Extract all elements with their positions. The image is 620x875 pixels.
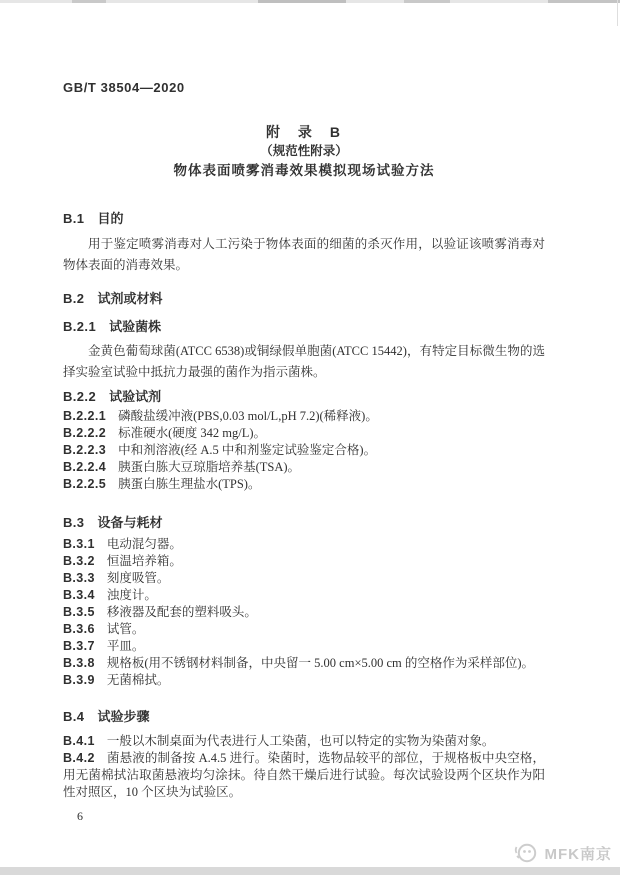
subsection-heading — [63, 388, 545, 405]
clause-number: B.3.3 — [63, 571, 95, 585]
clause-item — [63, 425, 545, 442]
clause-number: B.3.7 — [63, 639, 95, 653]
clause-title: 试验菌株 — [109, 319, 162, 334]
clause-item — [63, 587, 545, 604]
clause-item — [63, 750, 545, 801]
clause-title: 目的 — [97, 211, 124, 226]
clause-number: B.2.2.1 — [63, 409, 107, 423]
appendix-title-block — [63, 122, 545, 180]
clause-number: B.2.1 — [63, 319, 97, 334]
scan-smudge — [72, 0, 106, 3]
clause-text: 中和剂溶液(经 A.5 中和剂鉴定试验鉴定合格)。 — [118, 443, 377, 457]
scan-right-edge — [617, 0, 618, 26]
clause-text: 刻度吸管。 — [106, 571, 170, 585]
scan-bottom-strip — [0, 867, 620, 875]
section-heading — [63, 514, 545, 531]
clause-text: 试管。 — [106, 622, 145, 636]
section-heading — [63, 210, 545, 227]
clause-number: B.3.5 — [63, 605, 95, 619]
clause-text: 无菌棉拭。 — [106, 673, 170, 687]
clause-item — [63, 408, 545, 425]
clause-text: 标准硬水(硬度 342 mg/L)。 — [118, 426, 267, 440]
clause-item — [63, 570, 545, 587]
scan-smudge — [258, 0, 346, 3]
clause-item — [63, 672, 545, 689]
clause-number: B.2 — [63, 291, 85, 306]
clause-text: 电动混匀器。 — [106, 537, 182, 551]
paragraph: 用于鉴定喷雾消毒对人工污染于物体表面的细菌的杀灭作用，以验证该喷雾消毒对物体表面的消毒效果。 — [63, 237, 545, 272]
clause-title: 试验试剂 — [109, 389, 162, 404]
scan-smudge — [548, 0, 620, 3]
clause-number: B.3 — [63, 515, 85, 530]
clause-item — [63, 459, 545, 476]
clause-number: B.2.2.3 — [63, 443, 107, 457]
subsection-heading — [63, 318, 545, 335]
clause-item — [63, 733, 545, 750]
scan-smudge — [404, 0, 450, 3]
clause-number: B.3.6 — [63, 622, 95, 636]
clause-text: 平皿。 — [106, 639, 145, 653]
clause-number: B.3.8 — [63, 656, 95, 670]
page-number: 6 — [77, 809, 83, 823]
clause-number: B.3.4 — [63, 588, 95, 602]
clause-text: 胰蛋白胨生理盐水(TPS)。 — [118, 477, 261, 491]
clause-text: 浊度计。 — [106, 588, 157, 602]
clause-text: 菌悬液的制备按 A.4.5 进行。染菌时，选物品较平的部位，于规格板中央空格，用无菌棉拭沾取菌悬液均匀涂抹。待自然干燥后进行试验。每次试验设两个区块作为阳性对照区，10 个区块为试验区。 — [63, 751, 545, 799]
mfk-logo-icon — [514, 841, 538, 865]
watermark-text: MFK南京 — [544, 845, 612, 863]
clause-number: B.4.1 — [63, 734, 95, 748]
clause-text: 规格板(用不锈钢材料制备，中央留一 5.00 cm×5.00 cm 的空格作为采样部位)。 — [106, 656, 535, 670]
appendix-doc-title: 物体表面喷雾消毒效果模拟现场试验方法 — [173, 163, 435, 178]
clause-text: 胰蛋白胨大豆琼脂培养基(TSA)。 — [118, 460, 301, 474]
clause-item — [63, 655, 545, 672]
clause-number: B.2.2 — [63, 389, 97, 404]
clause-number: B.2.2.2 — [63, 426, 107, 440]
clause-item — [63, 536, 545, 553]
clause-item — [63, 638, 545, 655]
clause-number: B.4 — [63, 709, 85, 724]
clause-text: 移液器及配套的塑料吸头。 — [106, 605, 257, 619]
clause-text: 一般以木制桌面为代表进行人工染菌，也可以特定的实物为染菌对象。 — [106, 734, 495, 748]
clause-item — [63, 442, 545, 459]
clause-number: B.2.2.5 — [63, 477, 107, 491]
watermark — [514, 841, 613, 865]
clause-title: 试剂或材料 — [97, 291, 163, 306]
scan-top-edge — [0, 0, 620, 3]
clause-item — [63, 553, 545, 570]
clause-item — [63, 604, 545, 621]
clause-number: B.3.9 — [63, 673, 95, 687]
clause-item — [63, 476, 545, 493]
clause-title: 试验步骤 — [97, 709, 150, 724]
appendix-label: 附 录 B — [265, 124, 343, 140]
clause-text: 磷酸盐缓冲液(PBS,0.03 mol/L,pH 7.2)(稀释液)。 — [118, 409, 378, 423]
clause-item — [63, 621, 545, 638]
paragraph: 金黄色葡萄球菌(ATCC 6538)或铜绿假单胞菌(ATCC 15442)，有特定目标微生物的选择实验室试验中抵抗力最强的菌作为指示菌株。 — [63, 344, 545, 379]
section-heading — [63, 290, 545, 307]
clause-number: B.3.2 — [63, 554, 95, 568]
normative-label: （规范性附录） — [260, 144, 348, 158]
clause-number: B.1 — [63, 211, 85, 226]
clause-title: 设备与耗材 — [97, 515, 163, 530]
section-heading — [63, 708, 545, 725]
clause-number: B.3.1 — [63, 537, 95, 551]
clause-number: B.2.2.4 — [63, 460, 107, 474]
clause-number: B.4.2 — [63, 751, 95, 765]
doc-code: GB/T 38504—2020 — [63, 80, 185, 95]
clause-text: 恒温培养箱。 — [106, 554, 182, 568]
